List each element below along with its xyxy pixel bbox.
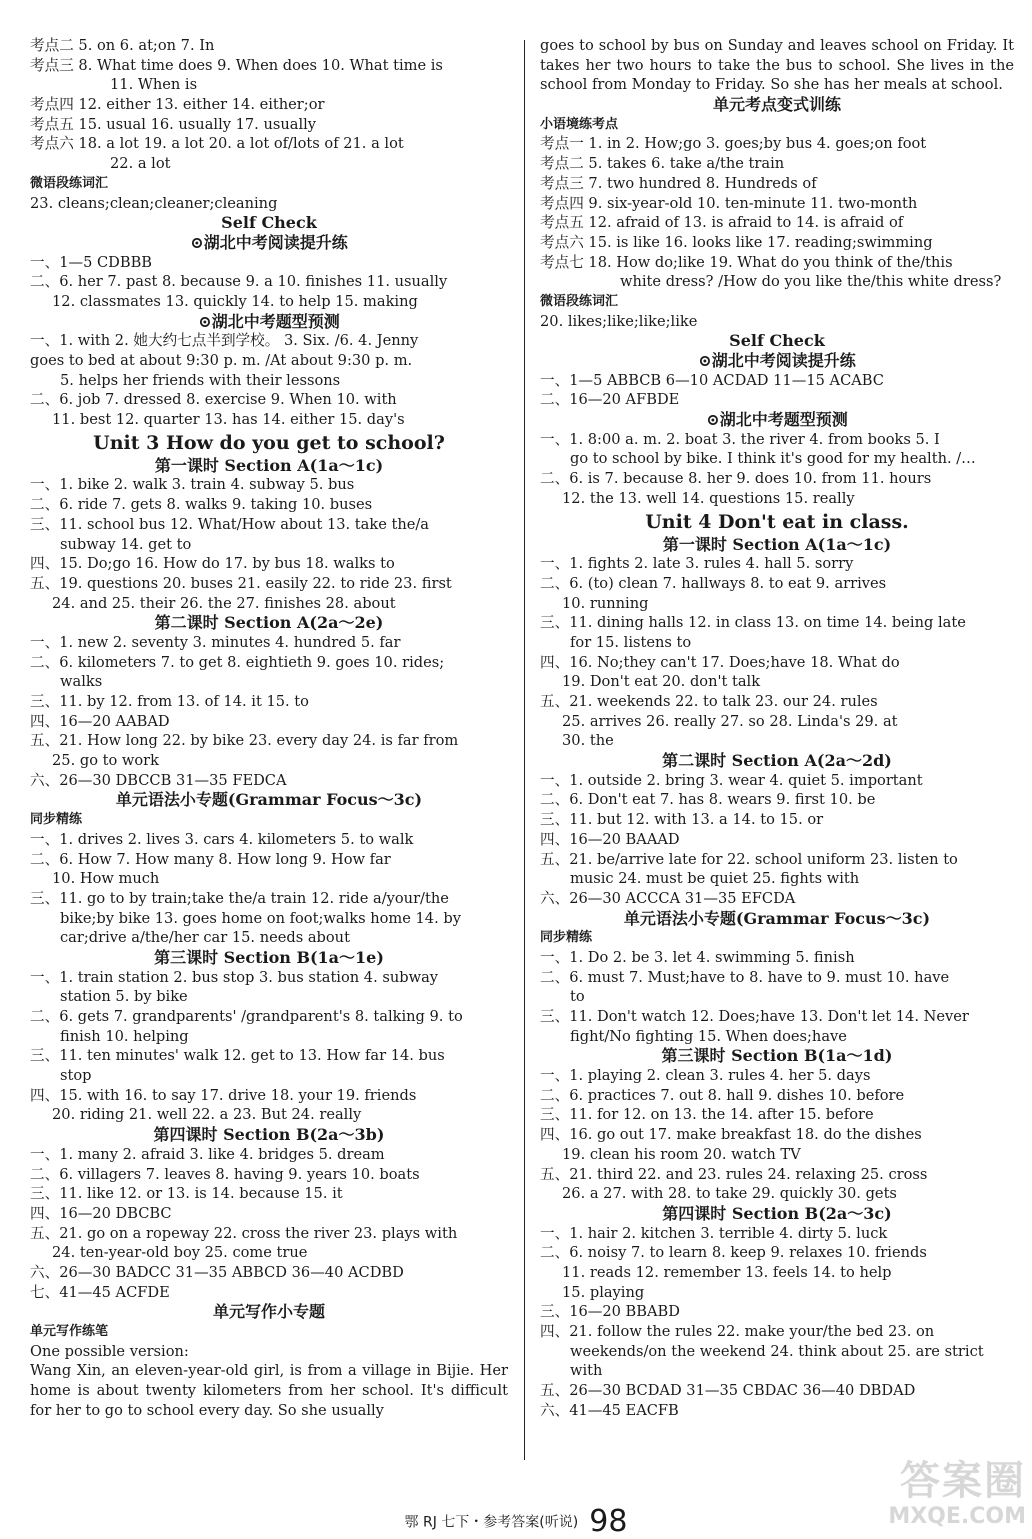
answer-line: 考点六 15. is like 16. looks like 17. reading;swimming [540,233,933,251]
answer-line: 二、6. Don't eat 7. has 8. wears 9. first 10. be [540,791,876,809]
answer-line: One possible version: [30,1342,189,1360]
watermark-logo [884,1458,1026,1532]
section-title: ⊙湖北中考阅读提升练 [190,232,348,252]
subsection-label: 微语段练词汇 [30,175,109,191]
answer-line: 五、21. How long 22. by bike 23. every day 24. is far from [30,732,459,750]
unit-title: Unit 3 How do you get to school? [93,431,445,454]
answer-line-continued: 24. and 25. their 26. the 27. finishes 28. about [52,594,396,612]
answer-line-continued: 10. running [562,594,649,612]
answer-line-continued: for 15. listens to [570,633,692,651]
section-title: ⊙湖北中考阅读提升练 [698,351,856,371]
answer-line: 四、16. No;they can't 17. Does;have 18. What do [540,653,900,671]
answer-line: 考点一 1. in 2. How;go 3. goes;by bus 4. goes;on foot [540,135,927,153]
answer-line: 一、1. 8:00 a. m. 2. boat 3. the river 4. from books 5. I [540,430,940,448]
answer-line-continued: stop [60,1067,92,1085]
answer-line: 七、41—45 ACFDE [30,1283,170,1301]
answer-line-continued: bike;by bike 13. goes home on foot;walks home 14. by [60,909,461,927]
answer-line: 二、6. (to) clean 7. hallways 8. to eat 9. arrives [540,574,887,592]
answer-line: 二、6. practices 7. out 8. hall 9. dishes 10. before [540,1086,905,1104]
answer-line: 五、21. be/arrive late for 22. school uniform 23. listen to [540,850,958,868]
answer-line: 二、16—20 AFBDE [540,391,680,409]
answer-line: 一、1. playing 2. clean 3. rules 4. her 5. days [540,1067,871,1085]
subsection-label: 同步精练 [30,812,83,828]
answer-line: 考点五 12. afraid of 13. is afraid to 14. is afraid of [540,214,904,232]
answer-line: 四、16—20 AABAD [30,712,170,730]
answer-line: 考点三 8. What time does 9. When does 10. What time is [30,56,443,74]
answer-line-continued: 24. ten-year-old boy 25. come true [52,1244,308,1262]
answer-line: 二、6. is 7. because 8. her 9. does 10. from 11. hours [540,470,932,488]
answer-line-continued: to [570,988,585,1006]
answer-line: 六、26—30 DBCCB 31—35 FEDCA [30,771,287,789]
unit-title: Unit 4 Don't eat in class. [645,510,909,533]
answer-line: 二、6. must 7. Must;have to 8. have to 9. must 10. have [540,968,950,986]
section-title: 第三课时 Section B(1a～1e) [154,947,384,967]
sample-paragraph: goes to school by bus on Sunday and leaves school on Friday. It takes her two hours to take the bus to school. She lives in the school from Monday to Friday. So she has her meals at school. [540,37,1014,94]
answer-line-continued: 11. best 12. quarter 13. has 14. either 15. day's [52,411,405,429]
answer-line: 三、11. school bus 12. What/How about 13. take the/a [30,515,429,533]
answer-line: 三、11. for 12. on 13. the 14. after 15. before [540,1106,874,1124]
answer-line: 一、1. fights 2. late 3. rules 4. hall 5. sorry [540,555,854,573]
answer-line: 考点二 5. on 6. at;on 7. In [30,37,215,54]
answer-line: 六、26—30 BADCC 31—35 ABBCD 36—40 ACDBD [30,1263,404,1281]
answer-line: 五、21. weekends 22. to talk 23. our 24. rules [540,693,878,711]
answer-line-continued: 26. a 27. with 28. to take 29. quickly 30. gets [562,1185,897,1203]
answer-line: 一、1. outside 2. bring 3. wear 4. quiet 5. important [540,771,923,789]
answer-line-continued: 20. riding 21. well 22. a 23. But 24. really [52,1106,362,1124]
answer-line: 二、6. villagers 7. leaves 8. having 9. years 10. boats [30,1165,420,1183]
section-title: 单元语法小专题(Grammar Focus～3c) [115,790,423,810]
answer-line: 五、21. go on a ropeway 22. cross the river 23. plays with [30,1224,458,1242]
answer-line: 三、11. by 12. from 13. of 14. it 15. to [30,693,309,710]
answer-line-continued: with [570,1362,603,1380]
section-title: 单元语法小专题(Grammar Focus～3c) [623,908,931,928]
answer-line: 六、41—45 EACFB [540,1401,679,1419]
answer-line: 一、1. with 2. 她大约七点半到学校。 3. Six. /6. 4. Jenny [30,332,419,350]
column-divider [524,40,525,1460]
section-title: 第二课时 Section A(2a～2d) [662,751,892,771]
answer-line: 三、11. ten minutes' walk 12. get to 13. How far 14. bus [30,1047,445,1065]
subsection-label: 小语境练考点 [540,116,619,132]
page-footer [0,1504,1032,1539]
answer-line: 二、6. ride 7. gets 8. walks 9. taking 10. buses [30,496,373,514]
answer-line: 三、11. go to by train;take the/a train 12. ride a/your/the [30,889,449,907]
answer-line: 考点四 12. either 13. either 14. either;or [30,96,325,114]
answer-line: goes to bed at about 9:30 p. m. /At about 9:30 p. m. [30,352,413,369]
answer-line-continued: 25. go to work [52,752,160,770]
answer-line-indented: 11. When is [110,76,198,94]
section-title: 第四课时 Section B(2a～3c) [662,1203,892,1223]
answer-column-left [30,36,508,1420]
sample-paragraph: Wang Xin, an eleven-year-old girl, is from a village in Bijie. Her home is about twenty kilometers from her school. It's difficult for her to go to school every day. So she usually [30,1362,508,1419]
answer-line-continued: finish 10. helping [60,1027,189,1045]
answer-line: 二、6. her 7. past 8. because 9. a 10. finishes 11. usually [30,273,448,291]
answer-line: 一、1. hair 2. kitchen 3. terrible 4. dirty 5. luck [540,1224,888,1242]
answer-line-continued: 12. classmates 13. quickly 14. to help 15. making [52,292,418,310]
answer-line: 三、11. dining halls 12. in class 13. on time 14. being late [540,614,966,632]
answer-line: 四、16. go out 17. make breakfast 18. do the dishes [540,1126,922,1144]
answer-line: 五、21. third 22. and 23. rules 24. relaxing 25. cross [540,1165,928,1183]
answer-line: 三、16—20 BBABD [540,1303,680,1321]
answer-line: 四、16—20 DBCBC [30,1204,172,1222]
answer-line: 一、1. train station 2. bus stop 3. bus station 4. subway [30,968,439,986]
answer-line: 二、6. job 7. dressed 8. exercise 9. When 10. with [30,391,397,409]
answer-line-continued: subway 14. get to [60,535,192,553]
watermark-text: 答案圈 [900,1458,1026,1504]
section-title: ⊙湖北中考题型预测 [706,410,848,430]
answer-line: 一、1. Do 2. be 3. let 4. swimming 5. finish [540,948,855,966]
answer-line: 考点三 7. two hundred 8. Hundreds of [540,174,817,192]
answer-line: 一、1. many 2. afraid 3. like 4. bridges 5. dream [30,1145,385,1163]
answer-line-continued: 11. reads 12. remember 13. feels 14. to help [562,1263,892,1281]
section-title: 第二课时 Section A(2a～2e) [154,613,384,633]
answer-line: 一、1. drives 2. lives 3. cars 4. kilometers 5. to walk [30,830,414,848]
answer-line: 一、1. new 2. seventy 3. minutes 4. hundred 5. far [30,633,401,651]
subsection-label: 单元写作练笔 [30,1324,109,1339]
answer-line: 四、21. follow the rules 22. make your/the bed 23. on [540,1323,935,1341]
answer-line-continued: 5. helps her friends with their lessons [60,371,341,389]
section-title: 第四课时 Section B(2a～3b) [153,1125,385,1145]
answer-line: 四、15. with 16. to say 17. drive 18. your 19. friends [30,1086,417,1104]
answer-line-continued: car;drive a/the/her car 15. needs about [60,929,350,947]
answer-line-continued: 12. the 13. well 14. questions 15. really [562,489,855,507]
answer-line: 考点七 18. How do;like 19. What do you think of the/this [540,253,953,271]
page-number: 98 [589,1504,628,1539]
answer-line: 考点二 5. takes 6. take a/the train [540,155,785,173]
section-title: 单元写作小专题 [212,1302,325,1322]
watermark-domain: MXQE.COM [888,1504,1026,1529]
answer-line: 20. likes;like;like;like [540,312,698,330]
answer-line-continued: 19. Don't eat 20. don't talk [562,673,761,691]
answer-column-right [540,36,1014,1420]
answer-line: 考点六 18. a lot 19. a lot 20. a lot of/lots of 21. a lot [30,135,404,153]
answer-line: 三、11. like 12. or 13. is 14. because 15. it [30,1185,343,1203]
answer-line: 六、26—30 ACCCA 31—35 EFCDA [540,889,796,907]
section-title: Self Check [729,331,825,351]
answer-line: 四、15. Do;go 16. How do 17. by bus 18. walks to [30,555,395,573]
answer-line: 一、1. bike 2. walk 3. train 4. subway 5. bus [30,476,355,494]
subsection-label: 同步精练 [540,930,593,946]
answer-line-continued: music 24. must be quiet 25. fights with [570,870,860,888]
answer-line: 二、6. kilometers 7. to get 8. eightieth 9. goes 10. rides; [30,653,445,671]
section-title: 第三课时 Section B(1a～1d) [661,1046,893,1066]
answer-line: 五、26—30 BCDAD 31—35 CBDAC 36—40 DBDAD [540,1382,916,1400]
answer-line-continued: station 5. by bike [60,988,188,1006]
answer-line-continued: 30. the [562,732,614,750]
section-title: 第一课时 Section A(1a～1c) [154,455,384,475]
section-title: Self Check [221,213,317,233]
answer-line: 二、6. noisy 7. to learn 8. keep 9. relaxes 10. friends [540,1244,927,1262]
answer-line-continued: weekends/on the weekend 24. think about 25. are strict [570,1342,984,1360]
answer-line: 二、6. How 7. How many 8. How long 9. How far [30,850,391,868]
answer-line: 二、6. gets 7. grandparents' /grandparent's 8. talking 9. to [30,1008,463,1025]
answer-line: 五、19. questions 20. buses 21. easily 22. to ride 23. first [30,574,452,592]
section-title: 单元考点变式训练 [712,95,841,115]
answer-line: 一、1—5 ABBCB 6—10 ACDAD 11—15 ACABC [540,371,884,389]
answer-line: 考点四 9. six-year-old 10. ten-minute 11. two-month [540,194,918,212]
answer-line-indented: white dress? /How do you like the/this white dress? [620,273,1002,291]
answer-line-indented: 22. a lot [110,155,171,173]
answer-line: 一、1—5 CDBBB [30,253,153,271]
section-title: 第一课时 Section A(1a～1c) [662,534,892,554]
answer-line-continued: go to school by bike. I think it's good for my health. /… [570,450,976,468]
answer-line-continued: 15. playing [562,1283,645,1301]
section-title: ⊙湖北中考题型预测 [198,311,340,331]
footer-label: 鄂 RJ 七下・参考答案(听说) [404,1514,579,1531]
answer-line-continued: walks [60,673,103,691]
answer-line: 四、16—20 BAAAD [540,830,680,848]
answer-line: 三、11. Don't watch 12. Does;have 13. Don't let 14. Never [540,1008,969,1026]
answer-line: 三、11. but 12. with 13. a 14. to 15. or [540,811,824,829]
answer-line-continued: fight/No fighting 15. When does;have [570,1027,847,1045]
subsection-label: 微语段练词汇 [540,293,619,309]
answer-line: 考点五 15. usual 16. usually 17. usually [30,115,317,133]
answer-line-continued: 10. How much [52,870,160,888]
answer-line-continued: 19. clean his room 20. watch TV [562,1145,801,1163]
answer-line-continued: 25. arrives 26. really 27. so 28. Linda's 29. at [562,712,898,730]
answer-line: 23. cleans;clean;cleaner;cleaning [30,194,278,212]
